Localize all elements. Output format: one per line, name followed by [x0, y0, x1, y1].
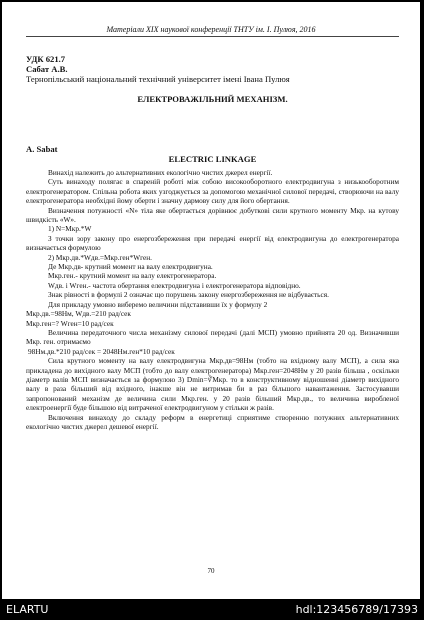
footer-handle: hdl:123456789/17393: [295, 603, 418, 616]
example-result: 98Нм.дв.*210 рад/сек = 2048Нм.ген*10 рад/сек: [28, 346, 175, 356]
title-en: ELECTRIC LINKAGE: [168, 154, 257, 164]
paragraph: З точки зору закону про енергозбереження при передачі енергії від електродвигуна до електрогенератора визначається формулою: [26, 233, 399, 253]
example-values: Мкр.дв.=98Нм, Wдв.=210 рад/сек: [26, 309, 131, 319]
paragraph: Сила крутного моменту на валу електродвигуна Мкр.дв=98Нм (тобто на вхідному валу МСП), а сила яка прикладена до вихідного валу МСП (тобто до валу електрогенератора) Мкр.ген=2048Нм у 20 разів більша , оскільки діаметр валів МСП визначається за формулою 3) Dmin=∛Мкр. то в конструктивному відношенні діаметр вихідного валу в раза більший від вхідного, інакше він не витримав би в раз більшого навантаження. Застосувавши запропонований механізм де величина сили Мкр.ген. у 20 разів більший Мкр.дв., то величина виробленої електроенергії буде більшою від витраченої електродвигуном у стільки ж разів.: [26, 356, 399, 413]
example-values: Мкр.ген=? Wген=10 рад/сек: [26, 318, 114, 328]
paragraph: Включення винаходу до складу реформ в енергетиці сприятиме створенню потужних альтернативних екологічно чистих джерел дешевої енергії.: [26, 412, 399, 431]
document-page: [2, 2, 420, 599]
formula-2: 2) Мкр.дв.*Wдв.=Мкр.ген*Wген.: [48, 252, 152, 262]
paragraph: Знак рівності в формулі 2 означає що порушень закону енергозбереження не відбувається.: [48, 290, 329, 300]
footer-repository: ELARTU: [6, 603, 49, 616]
page-number: 70: [207, 567, 215, 575]
definition: Де Мкр.дв- крутний момент на валу електродвигуна.: [48, 262, 213, 272]
title-ua: ЕЛЕКТРОВАЖІЛЬНИЙ МЕХАНІЗМ.: [137, 94, 288, 104]
body-text: [26, 168, 399, 431]
header-rule: [26, 36, 399, 37]
paragraph: Визначення потужності «N» тіла яке обертається дорівнює добуткові сили крутного моменту Мкр. на кутову швидкість «W».: [26, 205, 399, 225]
formula-1: 1) N=Мкр.*W: [48, 224, 92, 234]
paragraph: Для прикладу умовно виберемо величини підставивши їх у формулу 2: [48, 299, 268, 309]
author-en: A. Sabat: [26, 144, 58, 154]
footer-bar: [0, 600, 424, 620]
definition: Мкр.ген.- крутний момент на валу електрогенератора.: [48, 271, 217, 281]
udk-code: УДК 621.7: [26, 54, 66, 64]
definition: Wдв. і Wген.- частота обертання електродвигуна і електрогенератора відповідно.: [48, 280, 301, 290]
paragraph: Величина передаточного числа механізму силової передачі (далі МСП) умовно прийнята 20 од. Визначивши Мкр. ген. отримаємо: [26, 327, 399, 347]
university: Тернопільський національний технічний університет імені Івана Пулюя: [26, 74, 290, 84]
author-ua: Сабат А.В.: [26, 64, 68, 74]
paragraph: Суть винаходу полягає в спареній роботі між собою високооборотного електродвигуна з низькооборотним електрогенератором. Спільна робота яких узгоджується за допомогою механічної силової передачі, створюючи на валу електрогенератора необхідні йому оберти і значну дармову силу для його обертання.: [26, 177, 399, 206]
paragraph: Винахід належить до альтернативних екологічно чистих джерел енергії.: [48, 168, 273, 177]
running-header: Матеріали ХІХ наукової конференції ТНТУ ім. І. Пулюя, 2016: [106, 25, 316, 34]
